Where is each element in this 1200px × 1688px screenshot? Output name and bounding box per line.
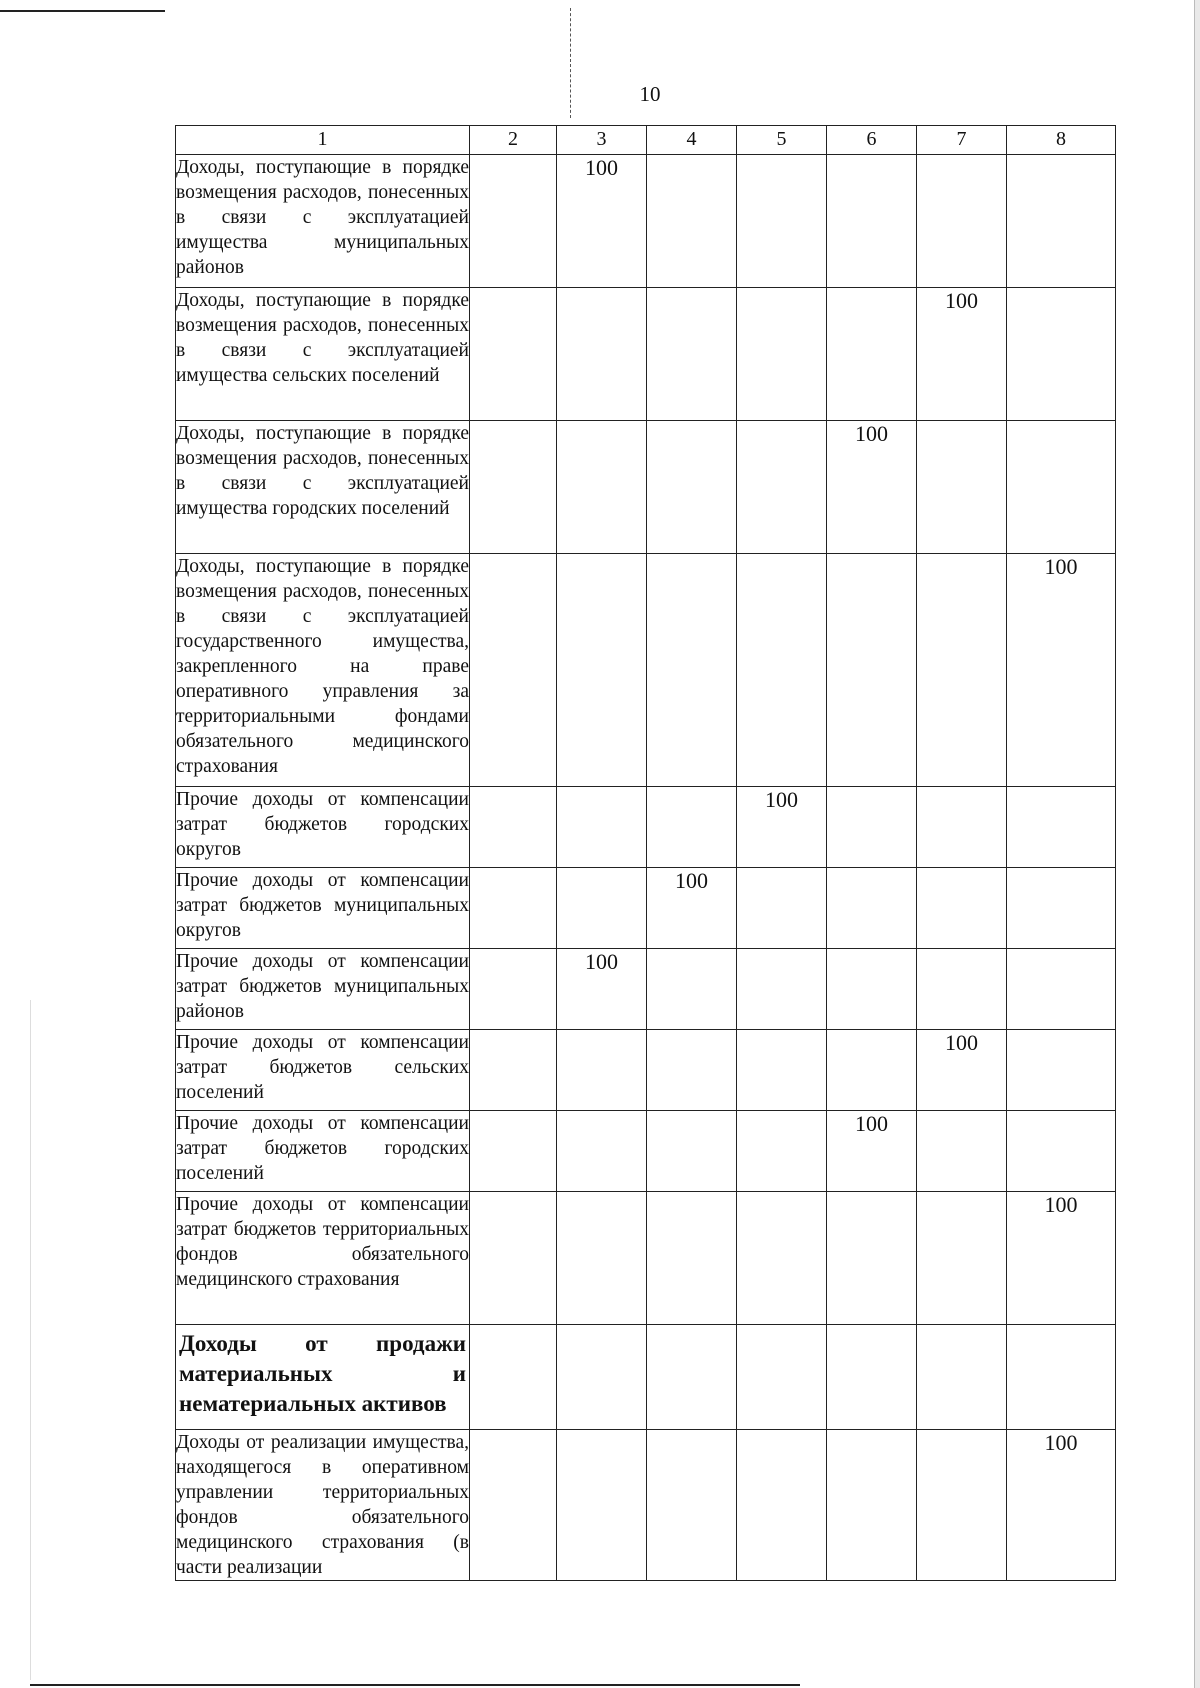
value-cell	[1007, 868, 1116, 949]
description-cell: Доходы, поступающие в порядке возмещения расходов, понесенных в связи с эксплуатацией государственного имущества, закрепленного на праве оперативного управления за территориальными фондами обязательного медицинского страхования	[176, 554, 470, 787]
value-cell	[737, 1325, 827, 1430]
table-row	[176, 949, 1116, 1030]
description-cell: Прочие доходы от компенсации затрат бюджетов городских округов	[176, 787, 470, 868]
value-cell	[647, 1030, 737, 1111]
value-cell	[827, 1325, 917, 1430]
value-cell: 100	[557, 155, 647, 288]
value-cell	[470, 155, 557, 288]
value-cell	[917, 1430, 1007, 1581]
value-cell	[827, 1192, 917, 1325]
description-cell: Доходы, поступающие в порядке возмещения расходов, понесенных в связи с эксплуатацией имущества городских поселений	[176, 421, 470, 554]
description-cell: Прочие доходы от компенсации затрат бюджетов городских поселений	[176, 1111, 470, 1192]
value-cell	[647, 949, 737, 1030]
value-cell	[557, 1030, 647, 1111]
value-cell	[827, 1430, 917, 1581]
value-cell	[737, 288, 827, 421]
description-cell: Доходы, поступающие в порядке возмещения расходов, понесенных в связи с эксплуатацией имущества муниципальных районов	[176, 155, 470, 288]
value-cell: 100	[1007, 1192, 1116, 1325]
table-row	[176, 554, 1116, 787]
column-header: 6	[827, 126, 917, 155]
value-cell	[557, 1192, 647, 1325]
value-cell: 100	[737, 787, 827, 868]
value-cell	[470, 1030, 557, 1111]
value-cell	[917, 421, 1007, 554]
value-cell: 100	[557, 949, 647, 1030]
value-cell: 100	[1007, 554, 1116, 787]
scan-edge-line	[0, 10, 165, 12]
table-row	[176, 288, 1116, 421]
value-cell	[737, 1111, 827, 1192]
value-cell	[737, 868, 827, 949]
value-cell	[647, 1325, 737, 1430]
value-cell: 100	[827, 1111, 917, 1192]
value-cell	[917, 1325, 1007, 1430]
value-cell	[470, 288, 557, 421]
value-cell	[1007, 1030, 1116, 1111]
value-cell	[827, 787, 917, 868]
scan-edge-shadow	[30, 1000, 31, 1680]
table-row	[176, 421, 1116, 554]
value-cell	[470, 1325, 557, 1430]
section-heading-cell: Доходы от продажи материальных и нематериальных активов	[176, 1325, 470, 1430]
value-cell	[557, 868, 647, 949]
column-header: 7	[917, 126, 1007, 155]
value-cell	[737, 1192, 827, 1325]
value-cell	[557, 288, 647, 421]
table-row	[176, 1325, 1116, 1430]
value-cell	[827, 868, 917, 949]
column-header: 1	[176, 126, 470, 155]
table-row	[176, 1430, 1116, 1581]
value-cell	[470, 1430, 557, 1581]
value-cell	[827, 155, 917, 288]
value-cell	[917, 868, 1007, 949]
value-cell	[647, 288, 737, 421]
value-cell	[470, 1111, 557, 1192]
value-cell	[917, 949, 1007, 1030]
column-header: 2	[470, 126, 557, 155]
value-cell	[737, 421, 827, 554]
description-cell: Прочие доходы от компенсации затрат бюджетов муниципальных округов	[176, 868, 470, 949]
value-cell	[737, 554, 827, 787]
value-cell	[1007, 288, 1116, 421]
value-cell	[647, 155, 737, 288]
value-cell	[917, 1192, 1007, 1325]
column-header: 5	[737, 126, 827, 155]
value-cell	[647, 787, 737, 868]
table-row	[176, 868, 1116, 949]
value-cell	[827, 288, 917, 421]
value-cell: 100	[1007, 1430, 1116, 1581]
value-cell: 100	[917, 1030, 1007, 1111]
value-cell	[647, 1192, 737, 1325]
scan-edge-line	[30, 1684, 800, 1686]
value-cell	[737, 1030, 827, 1111]
value-cell	[827, 554, 917, 787]
description-cell: Прочие доходы от компенсации затрат бюджетов сельских поселений	[176, 1030, 470, 1111]
value-cell	[647, 1430, 737, 1581]
value-cell	[1007, 155, 1116, 288]
value-cell	[647, 1111, 737, 1192]
description-cell: Доходы от реализации имущества, находящегося в оперативном управлении территориальных фондов обязательного медицинского страхования (в части реализации	[176, 1430, 470, 1581]
value-cell	[557, 1111, 647, 1192]
value-cell: 100	[647, 868, 737, 949]
value-cell	[470, 1192, 557, 1325]
table-row	[176, 1192, 1116, 1325]
value-cell	[470, 949, 557, 1030]
value-cell: 100	[827, 421, 917, 554]
table-row	[176, 1111, 1116, 1192]
table-row	[176, 787, 1116, 868]
value-cell	[917, 554, 1007, 787]
scan-edge-shadow	[1194, 0, 1200, 1688]
value-cell	[647, 554, 737, 787]
fold-mark	[570, 8, 571, 118]
table-row	[176, 1030, 1116, 1111]
value-cell	[1007, 787, 1116, 868]
value-cell	[737, 1430, 827, 1581]
description-cell: Прочие доходы от компенсации затрат бюджетов территориальных фондов обязательного медицинского страхования	[176, 1192, 470, 1325]
value-cell	[557, 1325, 647, 1430]
value-cell	[557, 421, 647, 554]
column-header: 8	[1007, 126, 1116, 155]
value-cell	[1007, 1325, 1116, 1430]
page-number: 10	[639, 82, 661, 106]
value-cell	[557, 1430, 647, 1581]
column-header: 3	[557, 126, 647, 155]
column-header: 4	[647, 126, 737, 155]
value-cell: 100	[917, 288, 1007, 421]
value-cell	[647, 421, 737, 554]
revenue-table	[175, 125, 1116, 1581]
value-cell	[917, 1111, 1007, 1192]
value-cell	[557, 554, 647, 787]
value-cell	[737, 949, 827, 1030]
value-cell	[917, 155, 1007, 288]
value-cell	[1007, 421, 1116, 554]
table-header-row	[176, 126, 1116, 155]
value-cell	[470, 421, 557, 554]
value-cell	[737, 155, 827, 288]
value-cell	[1007, 949, 1116, 1030]
description-cell: Прочие доходы от компенсации затрат бюджетов муниципальных районов	[176, 949, 470, 1030]
value-cell	[470, 787, 557, 868]
value-cell	[557, 787, 647, 868]
description-cell: Доходы, поступающие в порядке возмещения расходов, понесенных в связи с эксплуатацией имущества сельских поселений	[176, 288, 470, 421]
value-cell	[827, 1030, 917, 1111]
value-cell	[1007, 1111, 1116, 1192]
value-cell	[470, 554, 557, 787]
value-cell	[827, 949, 917, 1030]
table-row	[176, 155, 1116, 288]
value-cell	[470, 868, 557, 949]
value-cell	[917, 787, 1007, 868]
